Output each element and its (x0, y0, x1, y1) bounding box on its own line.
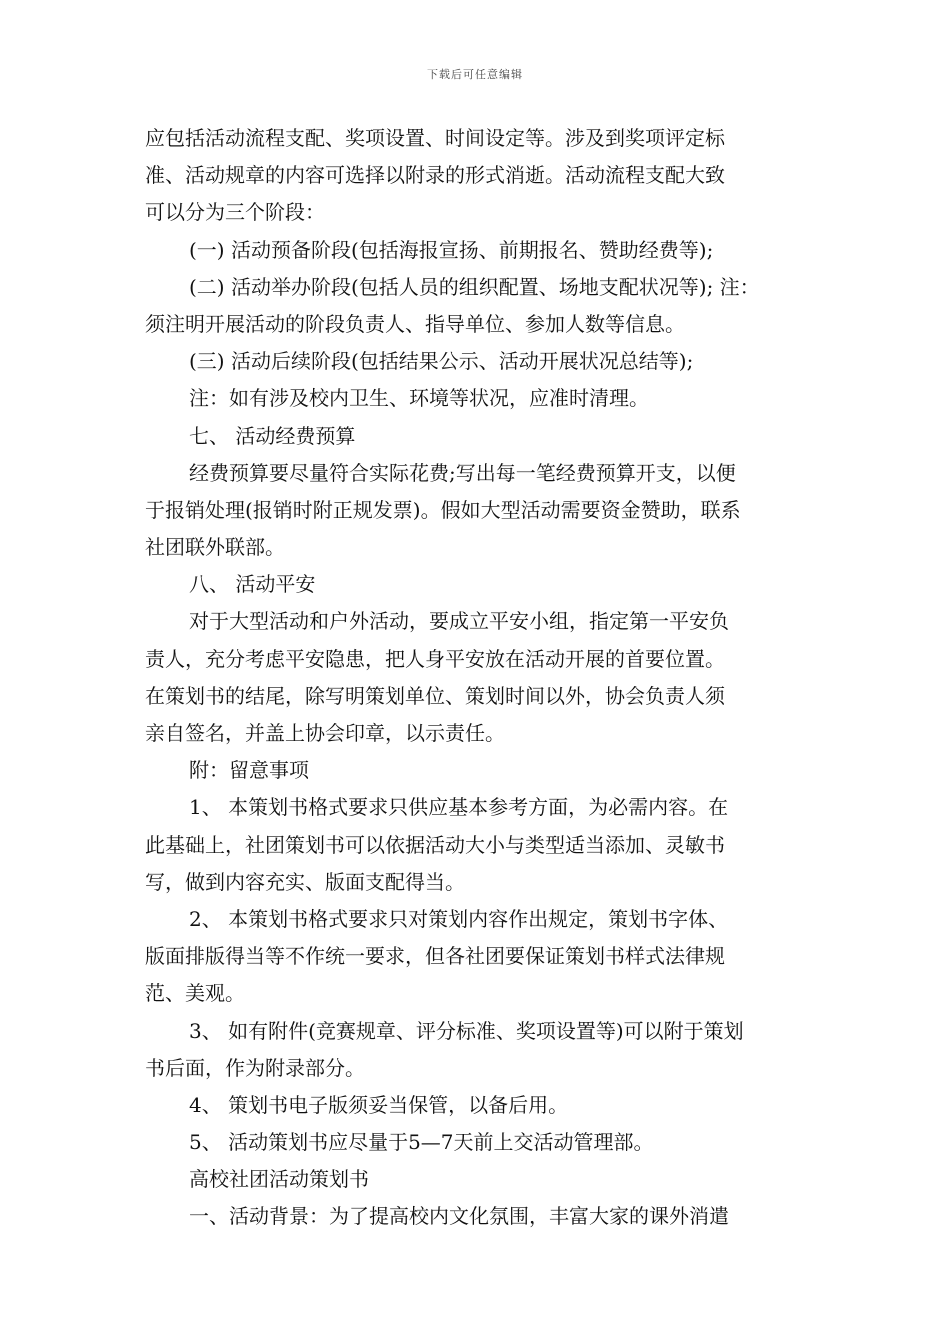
text-line: 须注明开展活动的阶段负责人、指导单位、参加人数等信息。 (145, 311, 685, 336)
document-body (145, 120, 811, 1236)
text-line: 高校社团活动策划书 (189, 1167, 369, 1192)
text-line: 书后面，作为附录部分。 (145, 1055, 365, 1080)
text-line: 一、活动背景：为了提高校内文化氛围，丰富大家的课外消遣 (189, 1204, 729, 1229)
text-line: (一) 活动预备阶段(包括海报宣扬、前期报名、赞助经费等); (189, 237, 714, 262)
text-line: 对于大型活动和户外活动，要成立平安小组，指定第一平安负 (189, 609, 729, 634)
text-line: 4、 策划书电子版须妥当保管，以备后用。 (189, 1092, 569, 1117)
text-line: 七、 活动经费预算 (189, 423, 356, 448)
text-line: 准、活动规章的内容可选择以附录的形式消逝。活动流程支配大致 (145, 163, 725, 188)
text-line: 版面排版得当等不作统一要求，但各社团要保证策划书样式法律规 (145, 944, 725, 969)
text-line: 责人，充分考虑平安隐患，把人身平安放在活动开展的首要位置。 (145, 646, 725, 671)
text-line: 范、美观。 (145, 981, 245, 1006)
text-line: 经费预算要尽量符合实际花费;写出每一笔经费预算开支，以便 (189, 460, 736, 485)
text-line: 于报销处理(报销时附正规发票)。假如大型活动需要资金赞助，联系 (145, 497, 741, 522)
text-line: 3、 如有附件(竞赛规章、评分标准、奖项设置等)可以附于策划 (189, 1018, 744, 1043)
text-line: 1、 本策划书格式要求只供应基本参考方面，为必需内容。在 (189, 795, 729, 820)
text-line: 此基础上，社团策划书可以依据活动大小与类型适当添加、灵敏书 (145, 832, 725, 857)
text-line: 附：留意事项 (189, 758, 309, 783)
text-line: 注：如有涉及校内卫生、环境等状况，应准时清理。 (189, 386, 649, 411)
text-line: 亲自签名，并盖上协会印章，以示责任。 (145, 721, 505, 745)
text-line: 在策划书的结尾，除写明策划单位、策划时间以外，协会负责人须 (145, 683, 725, 708)
text-line: (二) 活动举办阶段(包括人员的组织配置、场地支配状况等); 注： (189, 274, 760, 299)
text-line: 写，做到内容充实、版面支配得当。 (145, 869, 465, 894)
page-header: 下载后可任意编辑 (427, 68, 523, 81)
text-line: 5、 活动策划书应尽量于5—7天前上交活动管理部。 (189, 1130, 654, 1155)
text-line: 社团联外联部。 (145, 535, 285, 560)
text-line: (三) 活动后续阶段(包括结果公示、活动开展状况总结等); (189, 349, 694, 374)
text-line: 可以分为三个阶段： (145, 200, 325, 225)
text-line: 2、 本策划书格式要求只对策划内容作出规定，策划书字体、 (189, 906, 729, 931)
text-line: 八、 活动平安 (189, 572, 316, 597)
text-line: 应包括活动流程支配、奖项设置、时间设定等。涉及到奖项评定标 (145, 126, 725, 150)
